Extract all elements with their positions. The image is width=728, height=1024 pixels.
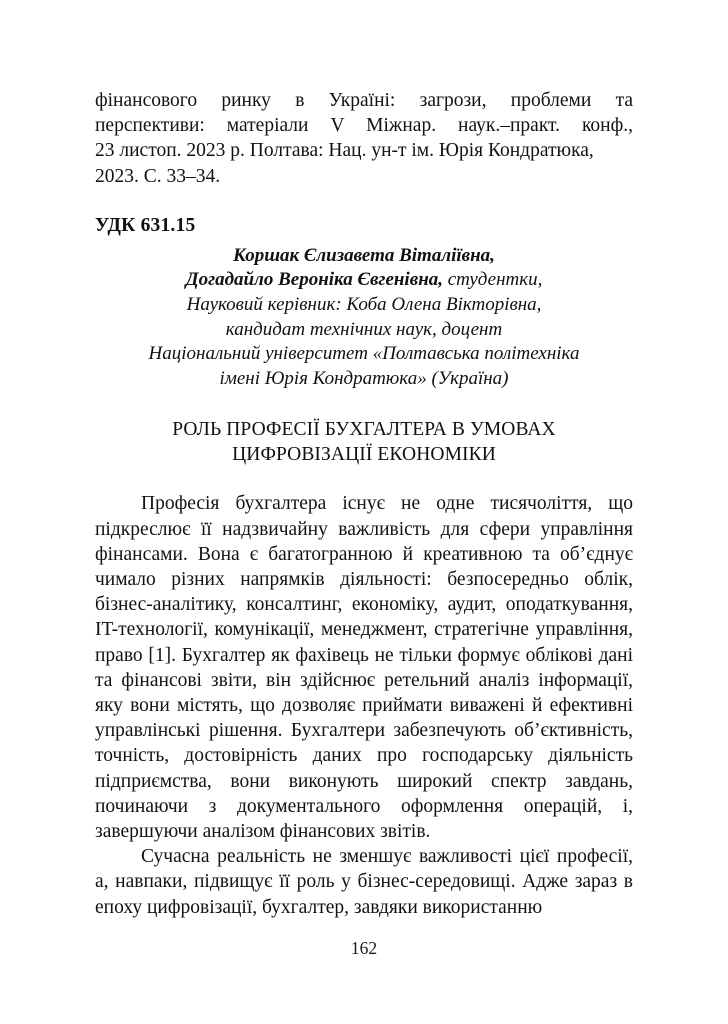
author-name-2: Догадайло Вероніка Євгенівна,: [185, 269, 443, 291]
authors-block: [95, 244, 633, 392]
page-number: 162: [350, 938, 378, 958]
reference-line-3: 23 листоп. 2023 р. Полтава: Нац. ун-т ім. Юрія Кондратюка,: [95, 140, 594, 162]
body-text: [95, 491, 633, 919]
body-paragraph-2: [95, 844, 633, 920]
supervisor-line: Науковий керівник: Коба Олена Вікторівна,: [186, 294, 542, 315]
reference-continuation-block: [95, 88, 633, 189]
reference-line-4: 2023. С. 33–34.: [95, 165, 221, 187]
author-line-2: [95, 268, 633, 293]
article-title-line-1: РОЛЬ ПРОФЕСІЇ БУХГАЛТЕРА В УМОВАХ: [172, 419, 556, 441]
supervisor-degree-line: кандидат технічних наук, доцент: [225, 318, 503, 340]
page-content: [95, 88, 633, 920]
article-title: [95, 417, 633, 467]
reference-line-2: перспективи: матеріали V Міжнар. наук.–практ. конф.,: [95, 115, 633, 137]
body-paragraph-2-text: Сучасна реальність не зменшує важливості цієї професії, а, навпаки, підвищує її роль у бізнес-середовищі. Адже зараз в епоху цифровізації, бухгалтер, завдяки використанню: [95, 846, 633, 918]
author-name-1: Коршак Єлизавета Віталіївна,: [233, 244, 495, 266]
body-paragraph-1-text: Професія бухгалтера існує не одне тисячоліття, що підкреслює її надзвичайну важливість для сфери управління фінансами. Вона є багатогранною й креативною та об’єднує чимало різних напрямків діяльності: безпосередньо облік, бізнес-аналітику, консалтинг, економіку, аудит, оподаткування, IT-технології, комунікації, менеджмент, стратегічне управління, право [1]. Бухгалтер як фахівець не тільки формує облікові дані та фінансові звіти, він здійснює ретельний аналіз інформації, яку вони містять, що дозволяє приймати виважені й ефективні управлінські рішення. Бухгалтери забезпечують об’єктивність, точність, достовірність даних про господарську діяльність підприємства, вони виконують широкий спектр завдань, починаючи з документального оформлення операцій, і, завершуючи аналізом фінансових звітів.: [95, 493, 633, 843]
author-line-1: [95, 244, 633, 269]
body-paragraph-1: [95, 491, 633, 844]
udc-code: УДК 631.15: [95, 214, 196, 236]
affiliation-line-1: Національний університет «Полтавська політехніка: [148, 343, 580, 365]
author-role: студентки,: [443, 269, 543, 291]
article-title-line-2: ЦИФРОВІЗАЦІЇ ЕКОНОМІКИ: [232, 444, 496, 466]
reference-line-1: фінансового ринку в Україні: загрози, проблеми та: [95, 90, 633, 111]
affiliation-line-2: імені Юрія Кондратюка» (Україна): [219, 367, 509, 389]
